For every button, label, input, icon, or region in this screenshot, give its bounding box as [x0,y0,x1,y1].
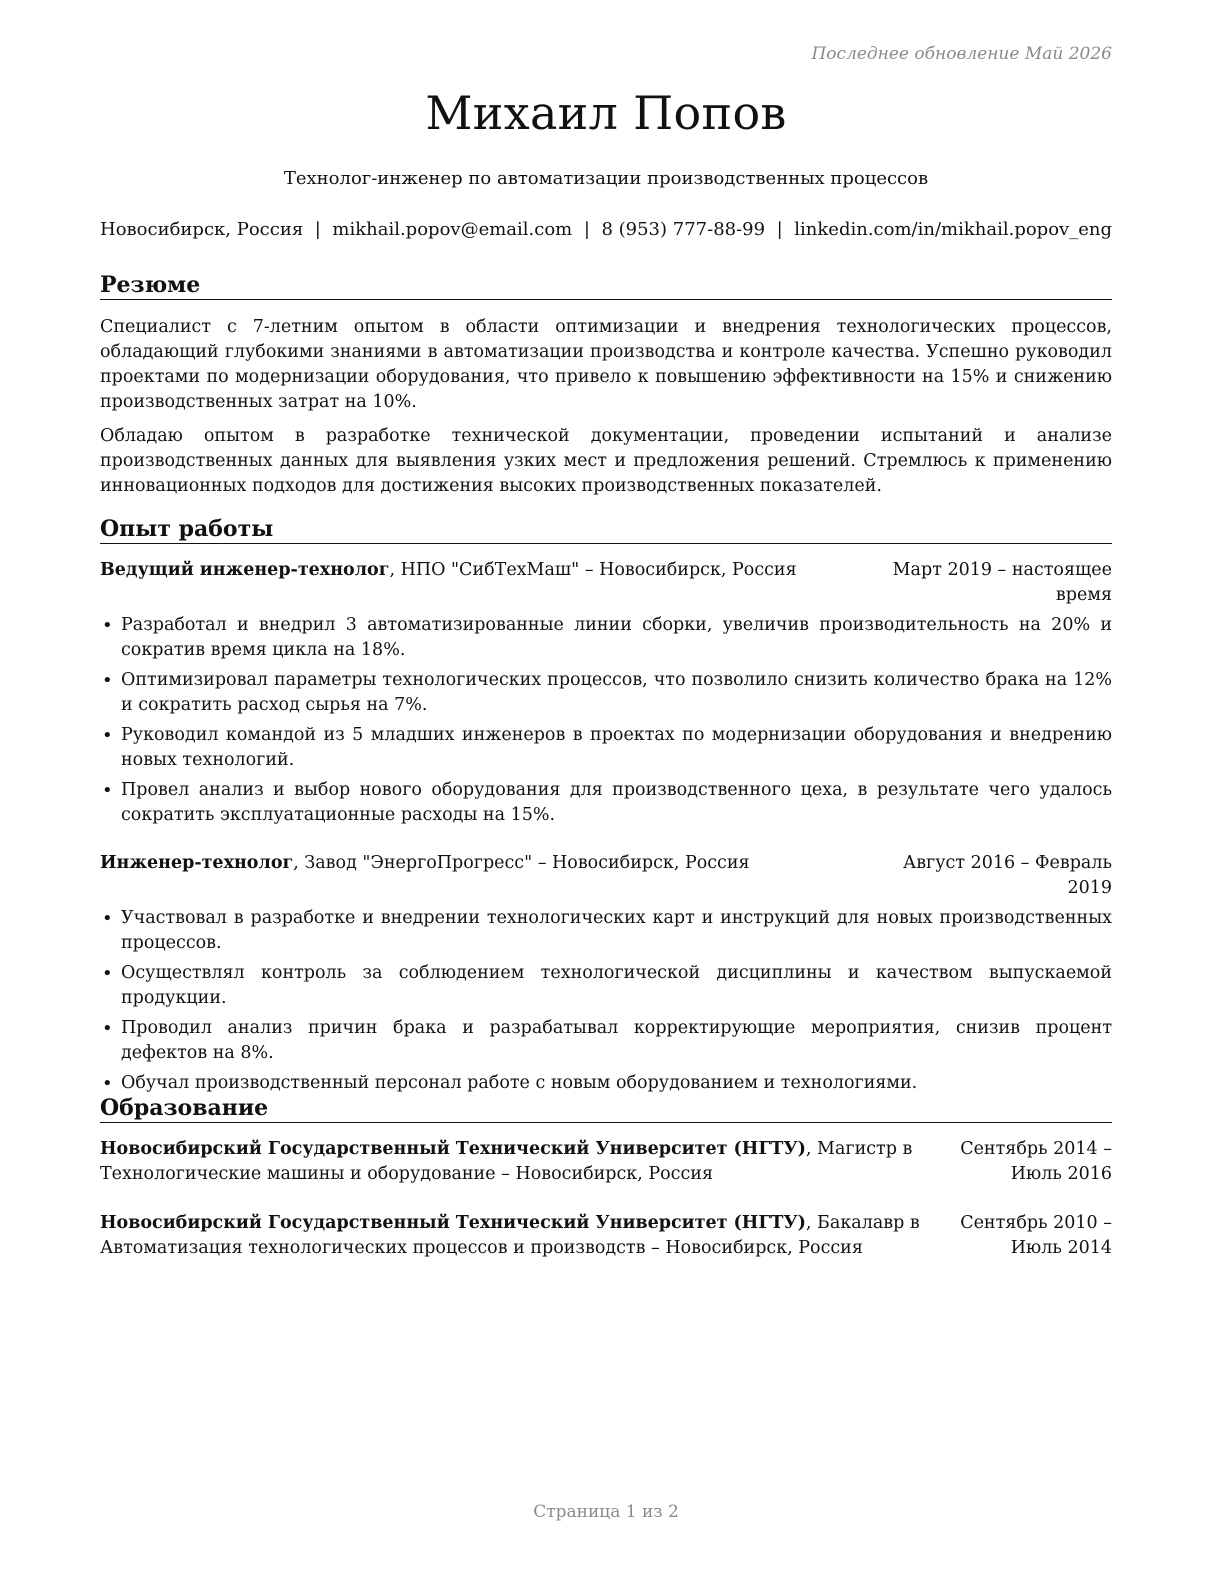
updated-note: Последнее обновление Май 2026 [811,44,1112,64]
summary-paragraph: Специалист с 7-летним опытом в области оптимизации и внедрения технологических процессов, обладающий глубокими знаниями в автоматизации производства и контроле качества. Успешно руководил проектами по модернизации оборудования, что привело к повышению эффективности на 15% и снижению производственных затрат на 10%. [100,317,1112,412]
education-detail: , Магистр в Технологические машины и оборудование – Новосибирск, Россия [100,1139,913,1184]
list-item: • Разработал и внедрил 3 автоматизированные линии сборки, увеличив производительность на 20% и сократив время цикла на 18%. [100,613,1112,663]
contact-email[interactable]: mikhail.popov@email.com [332,219,573,240]
list-item: • Провел анализ и выбор нового оборудования для производственного цеха, в результате чего удалось сократить эксплуатационные расходы на 15%. [100,778,1112,828]
education-school: Новосибирский Государственный Технический Университет (НГТУ) [100,1213,806,1233]
headline: Технолог-инженер по автоматизации производственных процессов [283,168,929,189]
candidate-name: Михаил Попов [425,86,787,140]
job-title-line [100,558,860,583]
contact-separator: | [583,219,590,240]
list-item: • Участвовал в разработке и внедрении технологических карт и инструкций для новых производственных процессов. [100,906,1112,956]
education-line [100,1137,980,1187]
education-school: Новосибирский Государственный Технический Университет (НГТУ) [100,1139,806,1159]
list-item: • Руководил командой из 5 младших инженеров в проектах по модернизации оборудования и внедрению новых технологий. [100,723,1112,773]
job-role: Инженер-технолог [100,853,294,873]
job-title-line [100,851,860,876]
contact-linkedin[interactable]: linkedin.com/in/mikhail.popov_eng [794,219,1112,240]
summary-paragraph: Обладаю опытом в разработке технической документации, проведении испытаний и анализе производственных данных для выявления узких мест и предложения решений. Стремлюсь к применению инновационных подходов для достижения высоких производственных показателей. [100,426,1112,496]
contact-line [100,219,1112,240]
contact-separator: | [314,219,321,240]
education-dates: Сентябрь 2014 – Июль 2016 [960,1139,1112,1184]
section-title-education: Образование [100,1095,1112,1123]
education-dates: Сентябрь 2010 – Июль 2014 [960,1213,1112,1258]
list-item: • Обучал производственный персонал работе с новым оборудованием и технологиями. [100,1071,1112,1096]
page-number: Страница 1 из 2 [533,1502,679,1522]
job-role: Ведущий инженер-технолог [100,560,390,580]
job-bullets [100,906,1112,1101]
list-item: • Оптимизировал параметры технологических процессов, что позволило снизить количество брака на 12% и сократить расход сырья на 7%. [100,668,1112,718]
contact-separator: | [776,219,783,240]
job-bullets [100,613,1112,833]
list-item: • Осуществлял контроль за соблюдением технологической дисциплины и качеством выпускаемой продукции. [100,961,1112,1011]
list-item: • Проводил анализ причин брака и разрабатывал корректирующие мероприятия, снизив процент дефектов на 8%. [100,1016,1112,1066]
education-line [100,1211,980,1261]
job-org: , Завод "ЭнергоПрогресс" – Новосибирск, Россия [293,853,750,873]
education-detail: , Бакалавр в Автоматизация технологических процессов и производств – Новосибирск, Россия [100,1213,920,1258]
section-title-summary: Резюме [100,272,1112,300]
section-title-experience: Опыт работы [100,516,1112,544]
job-org: , НПО "СибТехМаш" – Новосибирск, Россия [389,560,797,580]
job-dates: Март 2019 – настоящее время [892,560,1112,605]
contact-phone[interactable]: 8 (953) 777-88-99 [601,219,766,240]
contact-location: Новосибирск, Россия [100,219,304,240]
job-dates: Август 2016 – Февраль 2019 [902,853,1112,898]
